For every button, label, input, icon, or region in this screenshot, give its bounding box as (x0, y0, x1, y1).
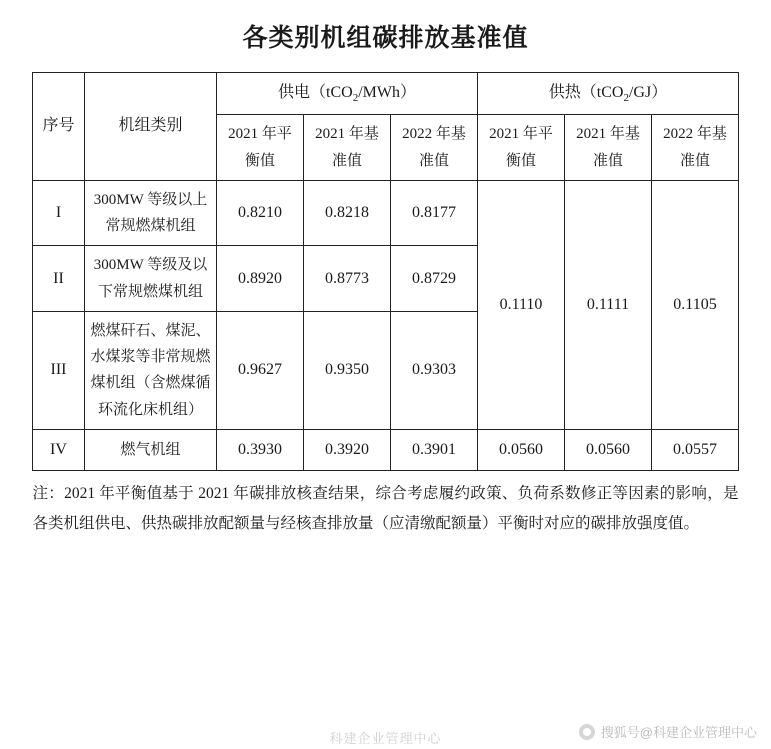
cell-heat-2021-balance: 0.0560 (478, 429, 565, 470)
table-body (32, 180, 738, 470)
cell-power-2022-benchmark: 0.9303 (390, 311, 477, 429)
header-group-heat (478, 73, 739, 115)
header-group-power-suffix: /MWh） (358, 84, 416, 101)
cell-power-2021-balance: 0.8210 (216, 180, 303, 246)
header-power-2022-benchmark: 2022 年基准值 (390, 115, 477, 181)
watermark-center: 科建企业管理中心 (329, 731, 442, 746)
cell-heat-2021-benchmark-merged: 0.1111 (565, 180, 652, 429)
header-group-heat-prefix: 供热（tCO (548, 84, 624, 101)
page-title: 各类别机组碳排放基准值 (242, 25, 529, 52)
header-heat-2022-benchmark: 2022 年基准值 (652, 115, 739, 181)
header-group-power-prefix: 供电（tCO (278, 84, 353, 101)
cell-power-2021-balance: 0.3930 (216, 429, 303, 470)
watermark (579, 722, 757, 741)
table-header-row-groups (32, 73, 738, 115)
cell-heat-2021-benchmark: 0.0560 (565, 429, 652, 470)
header-group-heat-sub: 2 (623, 92, 629, 105)
header-category: 机组类别 (84, 73, 216, 181)
cell-power-2022-benchmark: 0.8729 (390, 246, 477, 312)
cell-power-2021-benchmark: 0.3920 (303, 429, 390, 470)
table-note: 注：2021 年平衡值基于 2021 年碳排放核查结果，综合考虑履约政策、负荷系数修正等因素的影响，是各类机组供电、供热碳排放配额量与经核查排放量（应清缴配额量）平衡时对应的碳排放强度值。 (32, 484, 739, 533)
cell-heat-2022-benchmark-merged: 0.1105 (652, 180, 739, 429)
sohu-logo-icon (579, 724, 595, 740)
cell-heat-2021-balance-merged: 0.1110 (478, 180, 565, 429)
cell-power-2021-balance: 0.8920 (216, 246, 303, 312)
header-group-power-sub: 2 (352, 92, 359, 105)
table-row (32, 180, 738, 246)
row-category: 300MW 等级及以下常规燃煤机组 (84, 246, 216, 312)
cell-heat-2022-benchmark: 0.0557 (652, 429, 739, 470)
row-index: III (32, 311, 84, 429)
table-header (32, 73, 738, 181)
cell-power-2021-benchmark: 0.9350 (303, 311, 390, 429)
cell-power-2021-benchmark: 0.8218 (303, 180, 390, 246)
header-power-2021-balance: 2021 年平衡值 (216, 115, 303, 181)
row-index: II (32, 246, 84, 312)
row-category: 燃气机组 (84, 429, 216, 470)
header-heat-2021-benchmark: 2021 年基准值 (565, 115, 652, 181)
header-group-heat-suffix: /GJ） (628, 84, 668, 101)
watermark-text: 搜狐号@科建企业管理中心 (600, 725, 757, 740)
row-index: IV (32, 429, 84, 470)
row-index: I (32, 180, 84, 246)
cell-power-2021-balance: 0.9627 (216, 311, 303, 429)
header-power-2021-benchmark: 2021 年基准值 (303, 115, 390, 181)
table-row (32, 429, 738, 470)
header-group-power (216, 73, 477, 115)
row-category: 300MW 等级以上常规燃煤机组 (84, 180, 216, 246)
cell-power-2022-benchmark: 0.3901 (390, 429, 477, 470)
header-heat-2021-balance: 2021 年平衡值 (478, 115, 565, 181)
row-category: 燃煤矸石、煤泥、水煤浆等非常规燃煤机组（含燃煤循环流化床机组） (84, 311, 216, 429)
cell-power-2021-benchmark: 0.8773 (303, 246, 390, 312)
carbon-benchmark-table (32, 72, 739, 471)
header-index: 序号 (32, 73, 84, 181)
cell-power-2022-benchmark: 0.8177 (390, 180, 477, 246)
